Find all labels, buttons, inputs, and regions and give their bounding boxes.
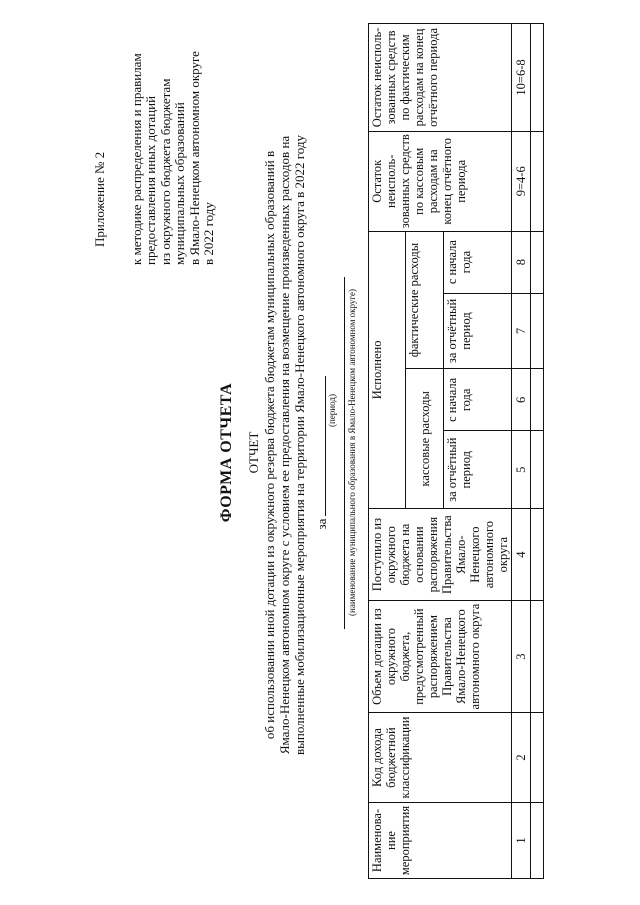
municipality-field[interactable] bbox=[344, 277, 345, 629]
header-cash-start: с начала года bbox=[443, 369, 511, 431]
header-cash-expenses: кассовые расходы bbox=[406, 369, 443, 509]
header-actual-start: с начала года bbox=[443, 231, 511, 293]
appendix-line: в Ямало-Ненецком автономном округе bbox=[186, 51, 202, 265]
empty-cell[interactable] bbox=[531, 713, 544, 803]
column-number: 1 bbox=[512, 803, 531, 879]
period-field[interactable] bbox=[314, 376, 326, 516]
period-label: за bbox=[314, 518, 329, 530]
column-number: 3 bbox=[512, 601, 531, 713]
appendix-line: к методике распределения и правилам bbox=[128, 53, 144, 265]
empty-cell[interactable] bbox=[531, 231, 544, 293]
header-remainder-cash: Остаток неисполь-зованных средств по кассовым расходам на конец отчётного периода bbox=[369, 131, 512, 231]
table-row bbox=[531, 24, 544, 879]
header-volume: Объем дотации из окружного бюджета, предусмотренный распоряжением Правительства Ямало-Ненецкого автономного округа bbox=[369, 601, 512, 713]
header-received: Поступило из окружного бюджета на основании распоряжения Правительства Ямало-Ненецкого автономного округа bbox=[369, 509, 512, 601]
column-number: 7 bbox=[512, 293, 531, 369]
empty-cell[interactable] bbox=[531, 24, 544, 132]
report-title: ОТЧЕТ bbox=[246, 431, 261, 474]
header-cash-period: за отчётный период bbox=[443, 431, 511, 509]
report-description: об использовании иной дотации из окружного резерва бюджета бюджетам муниципальных образований в Ямало-Ненецком автономном округе с условием ее предоставления на возмещение произведенных расходов на выполненные мобилизационные мероприятия на территории Ямало-Ненецкого автономного округа в 2022 году bbox=[262, 135, 307, 755]
appendix-block bbox=[93, 15, 217, 265]
appendix-title: Приложение № 2 bbox=[92, 151, 107, 247]
appendix-line: муниципальных образований bbox=[172, 102, 187, 265]
column-number: 2 bbox=[512, 713, 531, 803]
empty-cell[interactable] bbox=[531, 601, 544, 713]
empty-cell[interactable] bbox=[531, 293, 544, 369]
municipality-caption: (наименование муниципального образования в Ямало-Ненецком автономном округе) bbox=[347, 289, 357, 616]
header-name: Наименова-ние мероприятия bbox=[369, 803, 512, 879]
period-caption: (период) bbox=[327, 394, 337, 427]
period-row bbox=[314, 0, 330, 905]
empty-cell[interactable] bbox=[531, 509, 544, 601]
header-remainder-actual: Остаток неисполь-зованных средств по фактическим расходам на конец отчётного периода bbox=[369, 24, 512, 132]
empty-cell[interactable] bbox=[531, 431, 544, 509]
form-title: ФОРМА ОТЧЕТА bbox=[218, 382, 235, 523]
empty-cell[interactable] bbox=[531, 369, 544, 431]
table-header-row bbox=[369, 24, 406, 879]
header-actual-expenses: фактические расходы bbox=[406, 231, 443, 369]
header-executed: Исполнено bbox=[369, 231, 406, 509]
column-number: 6 bbox=[512, 369, 531, 431]
appendix-line: в 2022 году bbox=[201, 202, 216, 265]
column-number: 5 bbox=[512, 431, 531, 509]
empty-cell[interactable] bbox=[531, 131, 544, 231]
appendix-line: предоставления иных дотаций bbox=[143, 95, 158, 265]
header-actual-period: за отчётный период bbox=[443, 293, 511, 369]
column-number: 8 bbox=[512, 231, 531, 293]
header-code: Код дохода бюджетной классификации bbox=[369, 713, 512, 803]
report-table bbox=[368, 23, 544, 879]
column-number: 9=4-6 bbox=[512, 131, 531, 231]
column-number: 10=6-8 bbox=[512, 24, 531, 132]
empty-cell[interactable] bbox=[531, 803, 544, 879]
column-number-row bbox=[512, 24, 531, 879]
column-number: 4 bbox=[512, 509, 531, 601]
appendix-line: из окружного бюджета бюджетам bbox=[157, 78, 173, 265]
